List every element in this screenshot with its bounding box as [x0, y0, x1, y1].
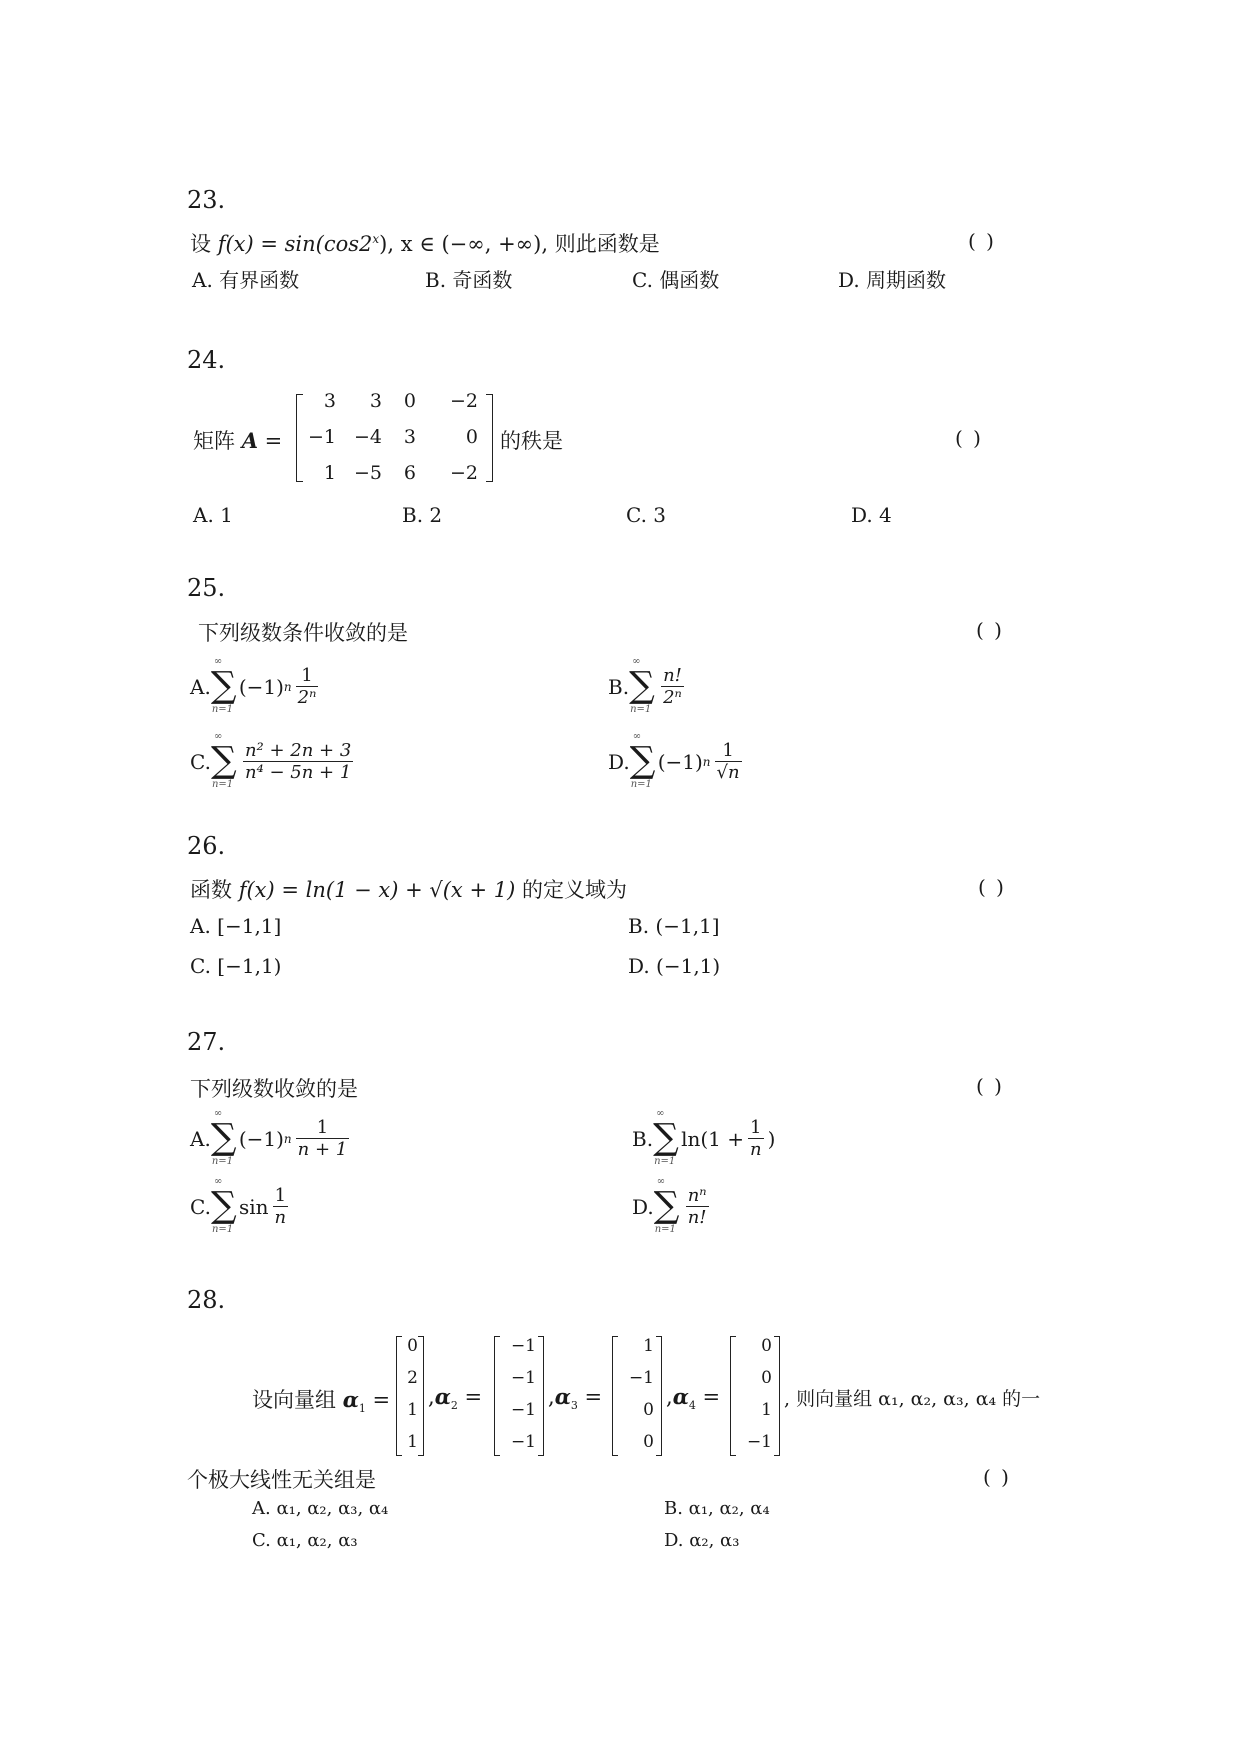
- denominator: n + 1: [297, 1138, 348, 1160]
- matrix-cell: 3: [323, 390, 336, 412]
- vector-entry: 0: [643, 1400, 654, 1420]
- fraction: [748, 1118, 764, 1161]
- numerator: 1: [316, 1116, 329, 1138]
- term-sup: n: [283, 680, 292, 694]
- fraction: [686, 1186, 709, 1229]
- answer-paren: ( ): [976, 1074, 1004, 1098]
- option-a: A. α₁, α₂, α₃, α₄: [252, 1498, 389, 1519]
- sum-upper: ∞: [632, 731, 642, 742]
- sum-upper: ∞: [656, 1108, 665, 1119]
- stem-text: 矩阵: [193, 429, 242, 453]
- option-a: A. 有界函数: [192, 268, 300, 292]
- vector-entry: 0: [643, 1432, 654, 1452]
- answer-paren: ( ): [976, 618, 1004, 642]
- question-stem: 下列级数收敛的是: [190, 1077, 358, 1101]
- option-d: D. α₂, α₃: [664, 1530, 740, 1551]
- matrix-cell: −4: [353, 426, 382, 448]
- term-suffix: ): [767, 1127, 776, 1151]
- answer-paren: ( ): [955, 426, 983, 450]
- question-stem: 下列级数条件收敛的是: [198, 621, 408, 645]
- matrix: [296, 388, 496, 488]
- question-stem-line2: 个极大线性无关组是: [187, 1468, 376, 1492]
- sum-symbol: ∞ ∑ n=1: [653, 1176, 680, 1235]
- matrix-cell: −2: [449, 462, 478, 484]
- vector-entry: 1: [761, 1400, 772, 1420]
- vector-entry: −1: [510, 1432, 536, 1452]
- vector-entry: −1: [628, 1368, 654, 1388]
- option-d: D. (−1,1): [628, 954, 721, 978]
- denominator: √n: [716, 761, 740, 783]
- sum-symbol: ∞ ∑ n=1: [210, 1176, 237, 1235]
- vector-entry: 0: [407, 1336, 418, 1356]
- term-prefix: (−1): [238, 675, 284, 699]
- numerator: 1: [274, 1184, 287, 1206]
- option-d: [608, 731, 746, 790]
- matrix-cell: 0: [465, 426, 478, 448]
- option-c: C. 偶函数: [632, 268, 720, 292]
- option-label: D.: [608, 750, 630, 774]
- option-a: A. [−1,1]: [190, 914, 282, 938]
- denominator: n: [749, 1138, 762, 1160]
- option-label: A.: [190, 675, 211, 699]
- numerator: 1: [722, 739, 734, 761]
- stem-text: 函数: [190, 878, 239, 902]
- option-c: [190, 731, 357, 790]
- matrix-cell: 3: [403, 426, 416, 448]
- term-prefix: (−1): [657, 750, 703, 774]
- matrix-cell: 1: [323, 462, 336, 484]
- sum-lower: n=1: [211, 1224, 234, 1235]
- sum-lower: n=1: [654, 1224, 676, 1235]
- denominator: 2ⁿ: [297, 686, 317, 708]
- term-sup: n: [702, 755, 711, 769]
- question-stem-suffix: , 则向量组 α₁, α₂, α₃, α₄ 的一: [784, 1388, 1041, 1410]
- denominator: n⁴ − 5n + 1: [244, 761, 352, 783]
- sum-upper: ∞: [213, 1176, 223, 1187]
- vector-entry: −1: [510, 1336, 536, 1356]
- vector-label-alpha4: $,\alpha_4$ =: [666, 1384, 721, 1413]
- fraction: [296, 1118, 350, 1161]
- term-sup: n: [283, 1132, 292, 1146]
- equals: =: [365, 1388, 391, 1412]
- vector-bracket-right: [774, 1336, 780, 1456]
- sum-lower: n=1: [211, 779, 234, 790]
- vector-label-alpha2: $,\alpha_2$ =: [428, 1384, 483, 1413]
- question-number: 25.: [187, 574, 226, 602]
- question-number: 28.: [187, 1286, 226, 1314]
- sum-upper: ∞: [213, 731, 223, 742]
- option-c: C. [−1,1): [190, 954, 282, 978]
- sum-upper: ∞: [656, 1176, 666, 1187]
- vector-symbol: α: [342, 1387, 359, 1412]
- term-prefix: ln(1 +: [681, 1127, 744, 1151]
- question-number: 27.: [187, 1028, 226, 1056]
- vector-entry: 1: [643, 1336, 654, 1356]
- question-number: 24.: [187, 346, 226, 374]
- sum-lower: n=1: [211, 1156, 233, 1167]
- vector-bracket-right: [418, 1336, 424, 1456]
- sum-lower: n=1: [630, 704, 652, 715]
- vector-entry: 1: [407, 1400, 418, 1420]
- vector-entry: −1: [746, 1432, 772, 1452]
- stem-text: =: [257, 429, 283, 453]
- vector-entry: 0: [761, 1368, 772, 1388]
- option-d: D. 4: [851, 503, 892, 527]
- option-label: D.: [632, 1195, 654, 1219]
- vector-alpha3: [612, 1336, 662, 1458]
- sum-symbol: ∞ ∑ n=1: [629, 731, 656, 790]
- stem-text: 的定义域为: [515, 878, 627, 902]
- matrix-cell: 6: [403, 462, 416, 484]
- sum-symbol: ∞ ∑ n=1: [210, 1108, 237, 1167]
- term-prefix: (−1): [238, 1127, 284, 1151]
- stem-math: f(x) = ln(1 − x) + √(x + 1): [238, 878, 516, 902]
- question-number: 26.: [187, 832, 226, 860]
- fraction: [243, 741, 353, 784]
- vector-entry: 0: [761, 1336, 772, 1356]
- matrix-bracket-right: [486, 394, 493, 482]
- sum-symbol: ∞ ∑ n=1: [210, 731, 237, 790]
- fraction: [296, 666, 319, 709]
- vector-bracket-right: [656, 1336, 662, 1456]
- option-b: B. 2: [402, 503, 443, 527]
- matrix-cell: −5: [353, 462, 382, 484]
- option-a: A. 1: [193, 503, 233, 527]
- vector-label-alpha3: $,\alpha_3$ =: [548, 1384, 603, 1413]
- fraction: [273, 1186, 289, 1229]
- vector-entry: −1: [510, 1368, 536, 1388]
- vector-alpha4: [730, 1336, 780, 1458]
- sum-lower: n=1: [654, 1156, 676, 1167]
- matrix-symbol: A: [241, 428, 258, 453]
- question-stem-prefix: [193, 425, 282, 455]
- numerator: 1: [750, 1116, 762, 1138]
- sum-lower: n=1: [211, 704, 233, 715]
- sum-symbol: ∞ ∑ n=1: [629, 656, 655, 715]
- term-prefix: sin: [238, 1195, 269, 1219]
- option-d: D. 周期函数: [838, 268, 947, 292]
- option-a: [190, 656, 322, 715]
- matrix-cell: −2: [449, 390, 478, 412]
- matrix-cell: 3: [369, 390, 382, 412]
- option-b: B. α₁, α₂, α₄: [664, 1498, 770, 1519]
- sum-symbol: ∞ ∑ n=1: [653, 1108, 679, 1167]
- vector-entry: 2: [407, 1368, 418, 1388]
- option-c: C. 3: [626, 503, 667, 527]
- question-stem-suffix: 的秩是: [500, 429, 563, 453]
- option-label: A.: [190, 1127, 211, 1151]
- denominator: n: [274, 1206, 287, 1228]
- vector-entry: 1: [407, 1432, 418, 1452]
- vector-entry: −1: [510, 1400, 536, 1420]
- question-stem: [190, 874, 627, 904]
- option-b: B. (−1,1]: [628, 914, 720, 938]
- sum-upper: ∞: [632, 656, 641, 667]
- denominator: n!: [687, 1206, 707, 1228]
- numerator: 1: [301, 664, 313, 686]
- option-c: C. α₁, α₂, α₃: [252, 1530, 358, 1551]
- option-label: B.: [632, 1127, 654, 1151]
- option-b: [632, 1108, 776, 1167]
- option-b: [608, 656, 688, 715]
- matrix-cell: −1: [307, 426, 336, 448]
- sum-symbol: ∞ ∑ n=1: [210, 656, 237, 715]
- answer-paren: ( ): [983, 1465, 1011, 1489]
- stem-math: f(x) = sin(cos2: [217, 232, 373, 256]
- stem-text: 设: [190, 232, 218, 256]
- option-label: C.: [190, 750, 211, 774]
- answer-paren: ( ): [978, 875, 1006, 899]
- option-c: [190, 1176, 292, 1235]
- vector-bracket-right: [538, 1336, 544, 1456]
- option-label: C.: [190, 1195, 211, 1219]
- stem-sup: x: [372, 232, 380, 246]
- option-a: [190, 1108, 353, 1167]
- matrix-cell: 0: [403, 390, 416, 412]
- answer-paren: ( ): [968, 229, 996, 253]
- question-stem: [190, 228, 660, 258]
- fraction: [715, 741, 742, 784]
- fraction: [661, 666, 684, 709]
- numerator: nⁿ: [687, 1184, 707, 1206]
- option-d: [632, 1176, 713, 1235]
- numerator: n!: [663, 664, 682, 686]
- stem-text: 设向量组: [252, 1388, 343, 1412]
- stem-text: ), x ∈ (−∞, +∞), 则此函数是: [379, 232, 660, 256]
- sum-lower: n=1: [630, 779, 652, 790]
- question-number: 23.: [187, 186, 226, 214]
- option-label: B.: [608, 675, 630, 699]
- sum-upper: ∞: [213, 1108, 223, 1119]
- option-b: B. 奇函数: [425, 268, 513, 292]
- question-stem-prefix: 设向量组 $\alpha_1$ =: [252, 1387, 391, 1416]
- denominator: 2ⁿ: [663, 686, 682, 708]
- sum-upper: ∞: [213, 656, 223, 667]
- numerator: n² + 2n + 3: [244, 739, 352, 761]
- vector-alpha2: [494, 1336, 544, 1458]
